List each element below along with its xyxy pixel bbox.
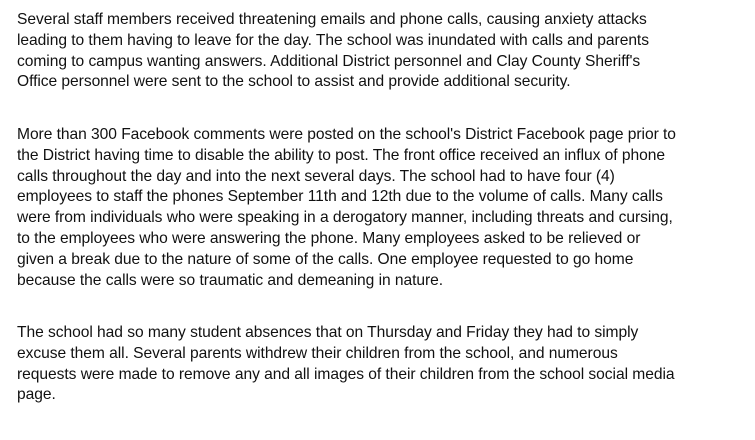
text-line: requests were made to remove any and all images of their children from the school social media	[17, 365, 675, 383]
text-line: the District having time to disable the ability to post. The front office received an influx of phone	[17, 146, 665, 164]
text-line: Office personnel were sent to the school to assist and provide additional security.	[17, 73, 571, 91]
text-line: because the calls were so traumatic and demeaning in nature.	[17, 271, 444, 289]
paragraph-facebook-calls	[17, 125, 752, 291]
text-line: employees to staff the phones September 11th and 12th due to the volume of calls. Many calls	[17, 188, 663, 206]
text-line: were from individuals who were speaking in a derogatory manner, including threats and cursing,	[17, 209, 673, 227]
text-line: calls throughout the day and into the next several days. The school had to have four (4)	[17, 167, 615, 185]
text-line: The school had so many student absences that on Thursday and Friday they had to simply	[17, 324, 639, 341]
text-line: More than 300 Facebook comments were posted on the school's District Facebook page prior to	[17, 126, 676, 143]
text-line: to the employees who were answering the phone. Many employees asked to be relieved or	[17, 229, 641, 247]
text-line: given a break due to the nature of some of the calls. One employee requested to go home	[17, 250, 634, 268]
text-line: leading to them having to leave for the day. The school was inundated with calls and parents	[17, 31, 649, 49]
paragraph-staff-threats	[17, 10, 752, 93]
text-line: page.	[17, 386, 56, 404]
text-line: coming to campus wanting answers. Additional District personnel and Clay County Sheriff's	[17, 52, 641, 70]
text-line: Several staff members received threatening emails and phone calls, causing anxiety attacks	[17, 11, 647, 28]
paragraph-student-absences	[17, 323, 752, 406]
text-line: excuse them all. Several parents withdrew their children from the school, and numerous	[17, 344, 618, 362]
